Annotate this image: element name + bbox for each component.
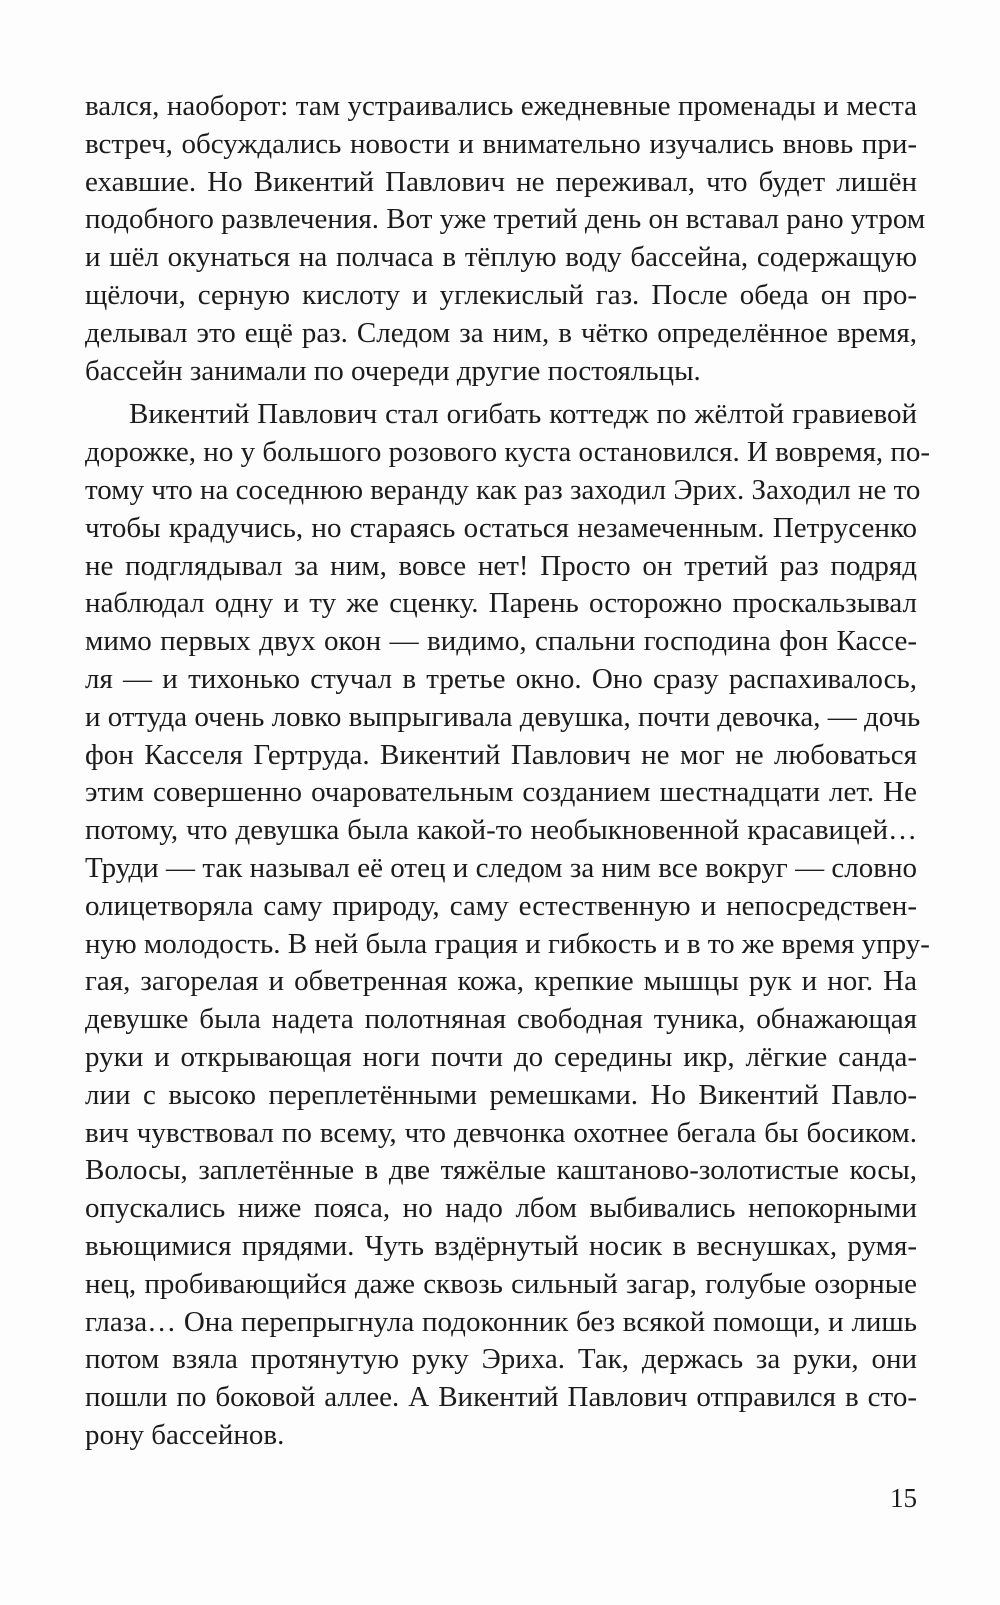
text-line: мимо первых двух окон — видимо, спальни господина фон Кассе-: [85, 625, 917, 658]
text-line: подобного развлечения. Вот уже третий день он вставал рано утром: [85, 203, 926, 236]
text-line: бассейн занимали по очереди другие постояльцы.: [85, 354, 701, 387]
text-line: делывал это ещё раз. Следом за ним, в чётко определённое время,: [85, 316, 917, 349]
text-line: олицетворяла саму природу, саму естественную и непосредствен-: [85, 889, 917, 922]
text-line: опускались ниже пояса, но надо лбом выбивались непокорными: [85, 1192, 917, 1225]
text-line: дорожке, но у большого розового куста остановился. И вовремя, по-: [85, 436, 931, 469]
text-line: щёлочи, серную кислоту и углекислый газ. После обеда он про-: [85, 278, 917, 311]
paragraph-1: [85, 88, 926, 390]
text-line: потому, что девушка была какой-то необыкновенной красавицей…: [85, 814, 917, 847]
text-line: встреч, обсуждались новости и внимательно изучались вновь при-: [85, 127, 917, 160]
text-line: ную молодость. В ней была грация и гибкость и в то же время упру-: [85, 927, 930, 960]
text-line: наблюдал одну и ту же сценку. Парень осторожно проскальзывал: [85, 587, 917, 620]
text-line: вьющимися прядями. Чуть вздёрнутый носик в веснушках, румя-: [85, 1229, 917, 1262]
paragraph-2: [85, 396, 931, 1454]
text-line: нец, пробивающийся даже сквозь сильный загар, голубые озорные: [85, 1267, 917, 1300]
text-line: тому что на соседнюю веранду как раз заходил Эрих. Заходил не то: [85, 473, 921, 506]
text-line: Викентий Павлович стал огибать коттедж по жёлтой гравиевой: [129, 398, 917, 431]
text-line: не подглядывал за ним, вовсе нет! Просто он третий раз подряд: [85, 549, 917, 582]
text-line: вался, наоборот: там устраивались ежедневные променады и места: [85, 90, 917, 122]
text-line: и оттуда очень ловко выпрыгивала девушка, почти девочка, — дочь: [85, 700, 921, 733]
text-line: девушке была надета полотняная свободная туника, обнажающая: [85, 1003, 917, 1036]
text-line: вич чувствовал по всему, что девчонка охотнее бегала бы босиком.: [85, 1116, 917, 1149]
page-number: 15: [890, 1483, 917, 1513]
text-line: пошли по боковой аллее. А Викентий Павлович отправился в сто-: [85, 1381, 917, 1414]
text-line: этим совершенно очаровательным созданием шестнадцати лет. Не: [85, 776, 917, 809]
text-line: ехавшие. Но Викентий Павлович не переживал, что будет лишён: [85, 165, 917, 198]
text-line: Волосы, заплетённые в две тяжёлые каштаново-золотистые косы,: [85, 1154, 917, 1187]
text-line: глаза… Она перепрыгнула подоконник без всякой помощи, и лишь: [85, 1305, 917, 1338]
text-line: лии с высоко переплетёнными ремешками. Но Викентий Павло-: [85, 1078, 917, 1111]
text-line: чтобы крадучись, но стараясь остаться незамеченным. Петрусенко: [85, 511, 917, 544]
text-line: и шёл окунаться на полчаса в тёплую воду бассейна, содержащую: [85, 241, 917, 274]
body-text: [85, 88, 931, 1455]
text-line: гая, загорелая и обветренная кожа, крепкие мышцы рук и ног. На: [85, 965, 917, 998]
text-line: рону бассейнов.: [85, 1418, 285, 1451]
text-line: фон Касселя Гертруда. Викентий Павлович не мог не любоваться: [85, 738, 917, 771]
text-line: потом взяла протянутую руку Эриха. Так, держась за руки, они: [85, 1343, 917, 1376]
text-line: Труди — так называл её отец и следом за ним все вокруг — словно: [85, 851, 917, 884]
text-line: руки и открывающая ноги почти до середины икр, лёгкие санда-: [85, 1040, 917, 1073]
text-line: ля — и тихонько стучал в третье окно. Оно сразу распахивалось,: [85, 662, 917, 695]
